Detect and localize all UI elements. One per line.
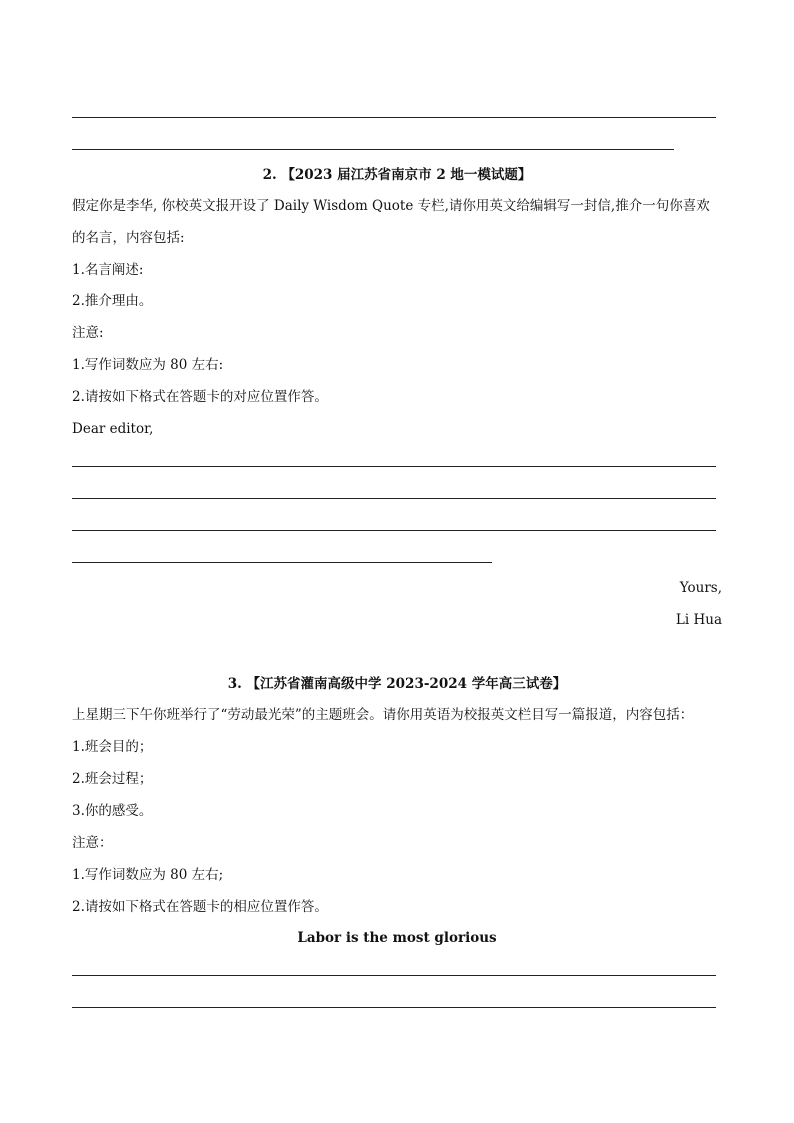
q2-signature: Li Hua	[675, 612, 722, 628]
q3-item-2: 2.班会过程；	[72, 771, 153, 787]
q3-item-1: 1.班会目的；	[72, 739, 153, 755]
answer-line	[72, 530, 716, 531]
q3-note-2: 2.请按如下格式在答题卡的相应位置作答。	[72, 899, 328, 915]
q2-note-label: 注意:	[72, 325, 104, 341]
q2-prompt-line2: 的名言，内容包括:	[72, 230, 185, 246]
answer-line	[72, 975, 716, 976]
q3-prompt: 上星期三下午你班举行了“劳动最光荣”的主题班会。请你用英语为校报英文栏目写一篇报道，内容包括：	[72, 707, 694, 723]
q2-salutation: Dear editor,	[72, 421, 154, 437]
q2-heading: 2. 【2023 届江苏省南京市 2 地一模试题】	[262, 167, 532, 183]
answer-line	[72, 466, 716, 467]
answer-line	[72, 149, 674, 150]
q2-item-2: 2.推介理由。	[72, 293, 153, 309]
q3-essay-title: Labor is the most glorious	[297, 930, 497, 946]
q2-prompt-line1: 假定你是李华, 你校英文报开设了 Daily Wisdom Quote 专栏,请你用英文给编辑写一封信,推介一句你喜欢	[72, 198, 710, 214]
answer-line	[72, 498, 716, 499]
q2-note-1: 1.写作词数应为 80 左右:	[72, 357, 224, 373]
q2-note-2: 2.请按如下格式在答题卡的对应位置作答。	[72, 389, 328, 405]
answer-line	[72, 117, 716, 118]
q3-heading: 3. 【江苏省灌南高级中学 2023-2024 学年高三试卷】	[227, 676, 567, 692]
answer-line	[72, 1007, 716, 1008]
q2-closing: Yours,	[679, 580, 722, 596]
q3-item-3: 3.你的感受。	[72, 803, 153, 819]
q3-note-label: 注意：	[72, 835, 113, 851]
q3-note-1: 1.写作词数应为 80 左右;	[72, 867, 224, 883]
q2-item-1: 1.名言阐述:	[72, 262, 144, 278]
answer-line	[72, 562, 492, 563]
